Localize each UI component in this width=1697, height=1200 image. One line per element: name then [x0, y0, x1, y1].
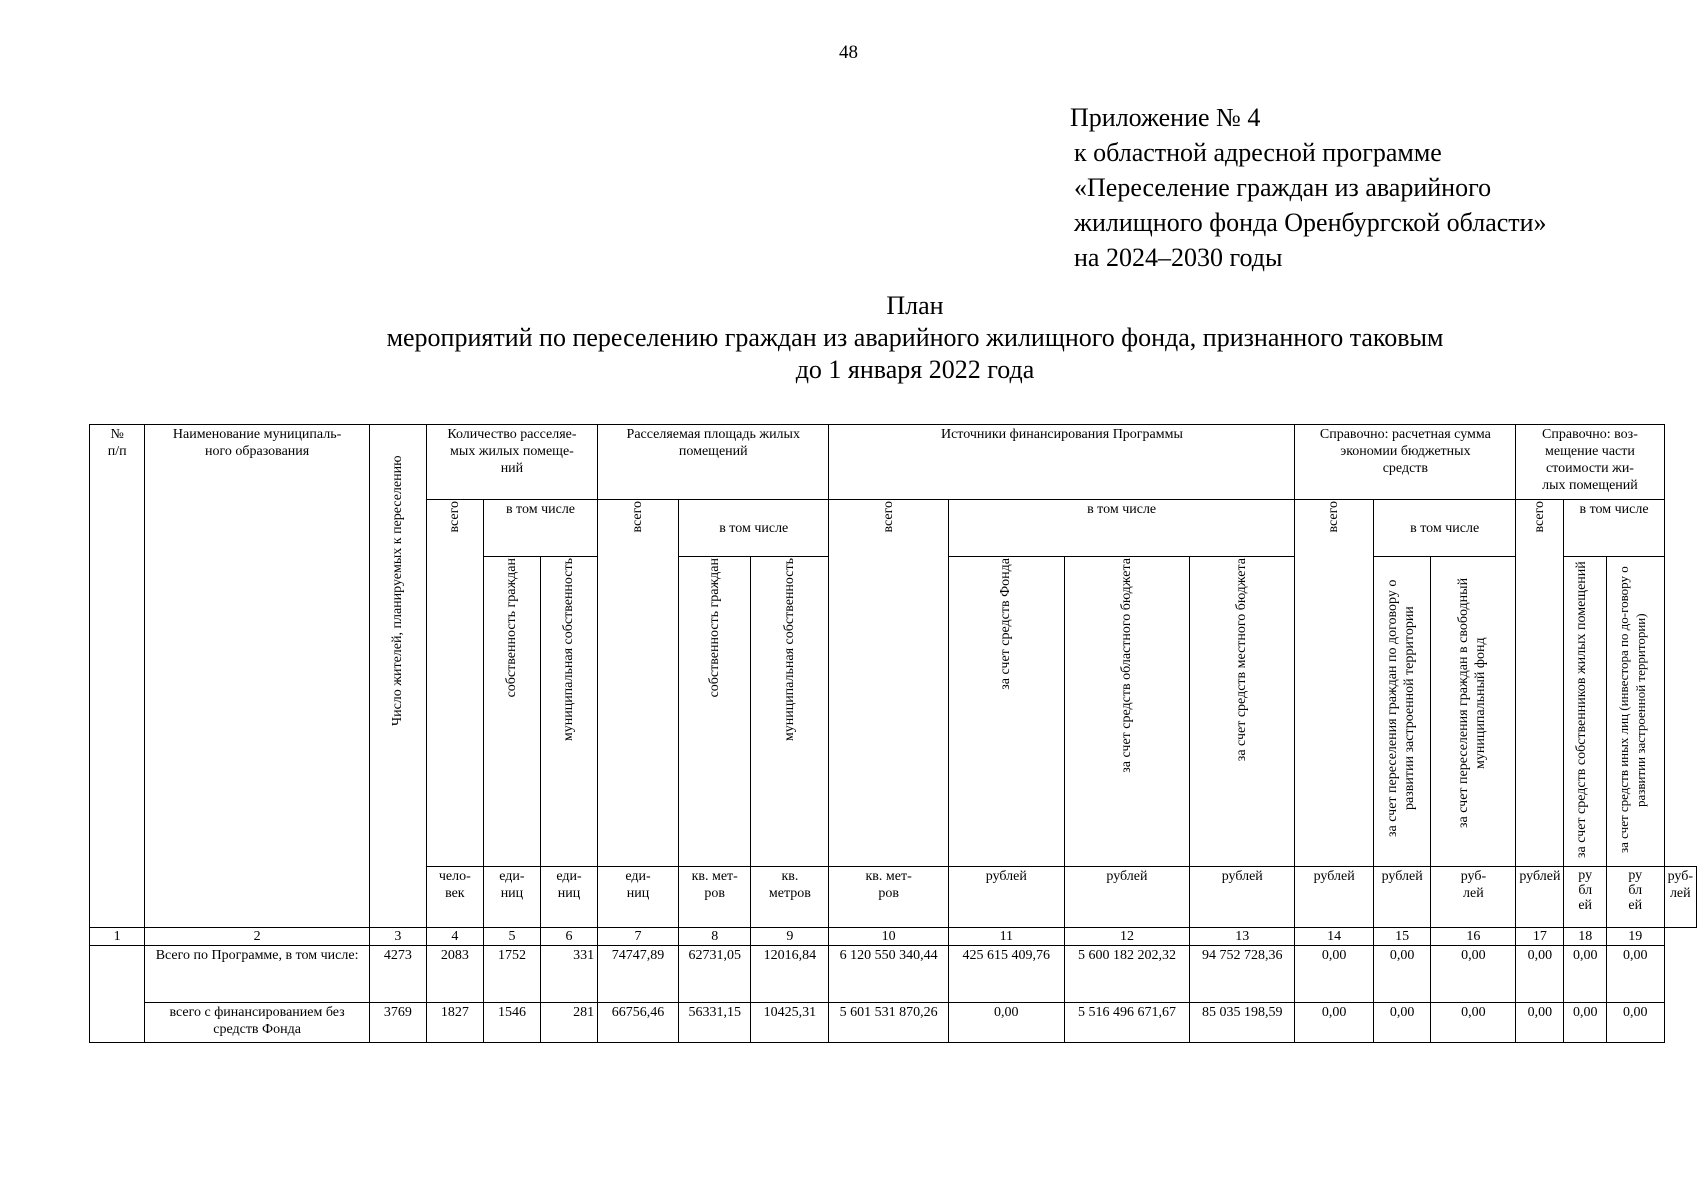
column-number: 12: [1064, 928, 1189, 946]
column-number-row: [90, 928, 1697, 946]
value-cell: 0,00: [1431, 1003, 1516, 1043]
value-cell: 5 516 496 671,67: [1064, 1003, 1189, 1043]
header-text: всего: [1531, 501, 1547, 533]
column-number: 17: [1516, 928, 1564, 946]
value-cell: 0,00: [1516, 1003, 1564, 1043]
value-cell: 281: [540, 1003, 597, 1043]
header-residents-text: Число жителей, планируемых к переселению: [389, 455, 405, 727]
value-cell: 0,00: [1606, 1003, 1664, 1043]
header-text: собственность граждан: [706, 558, 722, 698]
header-rooms-total: [426, 500, 483, 867]
header-regional-budget: [1064, 557, 1189, 867]
header-compensation-including: в том числе: [1564, 500, 1664, 557]
column-number: 5: [483, 928, 540, 946]
column-number: 16: [1431, 928, 1516, 946]
header-area-total: [598, 500, 679, 867]
header-text: за счет переселения граждан в свободный муниципальный фонд: [1456, 577, 1489, 829]
header-area-citizens: [679, 557, 751, 867]
column-number: 8: [679, 928, 751, 946]
header-text: за счет средств иных лиц (инвестора по до-говору о развитии застроенной территории): [1616, 566, 1649, 854]
header-financing-total: [829, 500, 948, 867]
header-text: всего: [446, 501, 462, 533]
column-number: 7: [598, 928, 679, 946]
header-rooms-count: Количество расселяе- мых жилых помеще- ний: [426, 425, 597, 500]
unit-cell: руб- лей: [1664, 867, 1696, 928]
header-residents: [369, 425, 426, 928]
value-cell: 1752: [483, 946, 540, 1003]
column-number: 10: [829, 928, 948, 946]
appendix-header: [1070, 100, 1547, 275]
header-area-municipal: [751, 557, 829, 867]
unit-cell: рублей: [1373, 867, 1431, 928]
header-compensation: Справочно: воз- мещение части стоимости жи- лых помещений: [1516, 425, 1664, 500]
value-cell: 3769: [369, 1003, 426, 1043]
appendix-line: на 2024–2030 годы: [1074, 243, 1283, 272]
header-rooms-including: в том числе: [483, 500, 597, 557]
header-text: за счет средств Фонда: [998, 558, 1014, 690]
column-number: 1: [90, 928, 145, 946]
value-cell: 12016,84: [751, 946, 829, 1003]
header-text: за счет средств местного бюджета: [1234, 558, 1250, 762]
unit-cell: еди- ниц: [483, 867, 540, 928]
unit-cell: еди- ниц: [540, 867, 597, 928]
header-text: всего: [1326, 501, 1342, 533]
header-compensation-total: [1516, 500, 1564, 867]
column-number: 3: [369, 928, 426, 946]
header-text: всего: [630, 501, 646, 533]
unit-cell: руб- лей: [1431, 867, 1516, 928]
unit-cell: чело- век: [426, 867, 483, 928]
column-number: 9: [751, 928, 829, 946]
header-text: собственность граждан: [503, 558, 519, 698]
header-text: всего: [880, 501, 896, 533]
header-rooms-citizens: [483, 557, 540, 867]
value-cell: 0,00: [948, 1003, 1064, 1043]
appendix-line: «Переселение граждан из аварийного: [1074, 173, 1492, 202]
value-cell: 0,00: [1373, 946, 1431, 1003]
header-text: за счет средств областного бюджета: [1118, 558, 1134, 773]
value-cell: 1827: [426, 1003, 483, 1043]
header-area-including: в том числе: [679, 500, 829, 557]
unit-cell: ру бл ей: [1564, 867, 1606, 928]
header-local-budget: [1190, 557, 1295, 867]
column-number: 14: [1295, 928, 1374, 946]
value-cell: 2083: [426, 946, 483, 1003]
header-municipality: Наименование муниципаль- ного образования: [145, 425, 370, 928]
unit-cell: рублей: [1295, 867, 1374, 928]
header-text: за счет средств собственников жилых помещений: [1574, 561, 1590, 859]
value-cell: 10425,31: [751, 1003, 829, 1043]
unit-cell: еди- ниц: [598, 867, 679, 928]
header-savings: Справочно: расчетная сумма экономии бюджетных средств: [1295, 425, 1516, 500]
unit-cell: рублей: [1190, 867, 1295, 928]
value-cell: 0,00: [1606, 946, 1664, 1003]
unit-cell: кв. мет- ров: [829, 867, 948, 928]
value-cell: 6 120 550 340,44: [829, 946, 948, 1003]
row-name: Всего по Программе, в том числе:: [145, 946, 370, 1003]
document-title: [0, 290, 1697, 386]
value-cell: 0,00: [1431, 946, 1516, 1003]
value-cell: 62731,05: [679, 946, 751, 1003]
value-cell: 1546: [483, 1003, 540, 1043]
header-resettle-free-fund: [1431, 557, 1516, 867]
resettlement-plan-table: [89, 424, 1697, 1043]
title-line: мероприятий по переселению граждан из аварийного жилищного фонда, признанного таковым: [386, 323, 1444, 352]
column-number: 11: [948, 928, 1064, 946]
value-cell: 0,00: [1564, 1003, 1606, 1043]
unit-cell: рублей: [948, 867, 1064, 928]
appendix-line: жилищного фонда Оренбургской области»: [1074, 208, 1547, 237]
value-cell: 425 615 409,76: [948, 946, 1064, 1003]
value-cell: 4273: [369, 946, 426, 1003]
table-row: [90, 946, 1697, 1003]
header-savings-total: [1295, 500, 1374, 867]
value-cell: 56331,15: [679, 1003, 751, 1043]
column-number: 19: [1606, 928, 1664, 946]
header-savings-including: в том числе: [1373, 500, 1515, 557]
title-line: План: [886, 291, 944, 320]
row-name: всего с финансированием без средств Фонда: [145, 1003, 370, 1043]
header-financing-including: в том числе: [948, 500, 1295, 557]
unit-cell: рублей: [1064, 867, 1189, 928]
unit-cell: кв. мет- ров: [679, 867, 751, 928]
value-cell: 0,00: [1295, 946, 1374, 1003]
column-number: 18: [1564, 928, 1606, 946]
value-cell: 94 752 728,36: [1190, 946, 1295, 1003]
title-line: до 1 января 2022 года: [795, 355, 1035, 384]
header-text: за счет переселения граждан по договору о развитии застроенной территории: [1385, 579, 1418, 837]
value-cell: 85 035 198,59: [1190, 1003, 1295, 1043]
page-number: 48: [839, 42, 858, 63]
header-num: № п/п: [90, 425, 145, 928]
value-cell: 0,00: [1373, 1003, 1431, 1043]
value-cell: 5 600 182 202,32: [1064, 946, 1189, 1003]
value-cell: 331: [540, 946, 597, 1003]
header-area: Расселяемая площадь жилых помещений: [598, 425, 829, 500]
table-row: [90, 1003, 1697, 1043]
column-number: 2: [145, 928, 370, 946]
header-resettle-contract: [1373, 557, 1431, 867]
header-rooms-municipal: [540, 557, 597, 867]
column-number: 13: [1190, 928, 1295, 946]
column-number: 6: [540, 928, 597, 946]
value-cell: 0,00: [1564, 946, 1606, 1003]
appendix-line: к областной адресной программе: [1074, 138, 1442, 167]
header-financing: Источники финансирования Программы: [829, 425, 1295, 500]
value-cell: 0,00: [1295, 1003, 1374, 1043]
header-fund-means: [948, 557, 1064, 867]
header-other-persons: [1606, 557, 1664, 867]
unit-cell: рублей: [1516, 867, 1564, 928]
unit-cell: кв. метров: [751, 867, 829, 928]
header-text: муниципальная собственность: [561, 558, 577, 742]
header-text: муниципальная собственность: [781, 558, 797, 742]
header-owners-means: [1564, 557, 1606, 867]
value-cell: 66756,46: [598, 1003, 679, 1043]
column-number: 4: [426, 928, 483, 946]
unit-cell: ру бл ей: [1606, 867, 1664, 928]
value-cell: 0,00: [1516, 946, 1564, 1003]
value-cell: 5 601 531 870,26: [829, 1003, 948, 1043]
appendix-line: Приложение № 4: [1070, 103, 1261, 132]
value-cell: 74747,89: [598, 946, 679, 1003]
row-number-cell: [90, 946, 145, 1043]
column-number: 15: [1373, 928, 1431, 946]
